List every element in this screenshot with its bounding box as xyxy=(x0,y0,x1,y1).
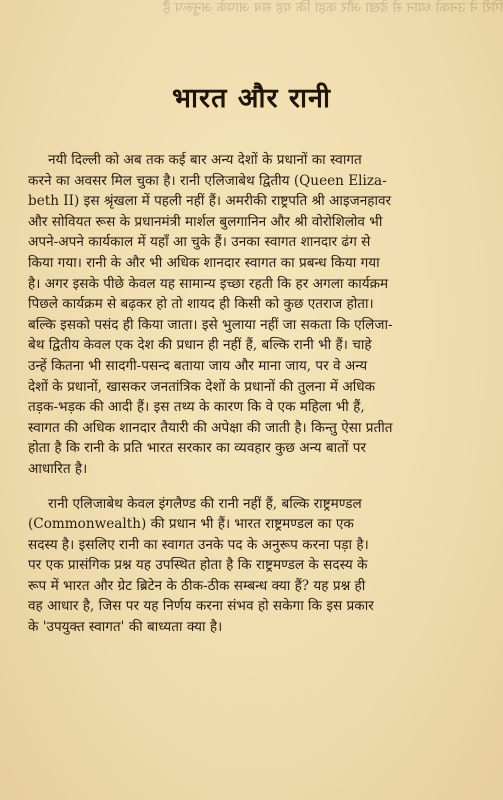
text-line: नयी दिल्ली को अब तक कई बार अन्य देशों के प्रधानों का स्वागत xyxy=(48,152,362,168)
text-line: देशों के प्रधानों, खासकर जनतांत्रिक देशों के प्रधानों की तुलना में अधिक xyxy=(28,378,376,395)
text-line: आधारित है। xyxy=(28,460,88,477)
chapter-title: भारत और रानी xyxy=(172,83,331,114)
text-line: होता है कि रानी के प्रति भारत सरकार का व्यवहार कुछ अन्य बातों पर xyxy=(28,440,367,457)
text-line: उन्हें कितना भी सादगी-पसन्द बताया जाय और माना जाय, पर वे अन्य xyxy=(28,357,368,374)
text-line: स्वागत की अधिक शानदार तैयारी की अपेक्षा की जाती है। किन्तु ऐसा प्रतीत xyxy=(28,419,393,436)
text-line: तड़क-भड़क की आदी हैं। इस तथ्य के कारण कि वे एक महिला भी हैं, xyxy=(28,399,365,416)
text-line: पिछले कार्यक्रम से बढ़कर हो तो शायद ही किसी को कुछ एतराज होता। xyxy=(28,296,374,313)
paragraph-1 xyxy=(28,150,494,480)
text-line: रानी एलिजाबेथ केवल इंगलैण्ड की रानी नहीं हैं, बल्कि राष्ट्रमण्डल xyxy=(48,495,362,512)
text-line: पर एक प्रासंगिक प्रश्न यह उपस्थित होता है कि राष्ट्रमण्डल के सदस्य के xyxy=(28,557,368,574)
text-line: अपने-अपने कार्यकाल में यहाँ आ चुके हैं। उनका स्वागत शानदार ढंग से xyxy=(28,234,371,251)
text-line: (Commonwealth) की प्रधान भी हैं। भारत राष्ट्रमण्डल का एक xyxy=(28,516,354,533)
text-line: और सोवियत रूस के प्रधानमंत्री मार्शल बुलगानिन और श्री वोरोशिलोव भी xyxy=(28,213,383,230)
text-line: beth II) इस श्रृंखला में पहली नहीं हैं। अमरीकी राष्ट्रपति श्री आइजनहावर xyxy=(28,193,392,210)
text-line: करने का अवसर मिल चुका है। रानी एलिजाबेथ द्वितीय (Queen Eliza- xyxy=(28,172,387,189)
text-line: बेथ द्वितीय केवल एक देश की प्रधान ही नहीं हैं, बल्कि रानी भी हैं। चाहे xyxy=(28,337,372,354)
text-line: सदस्य है। इसलिए रानी का स्वागत उनके पद के अनुरूप करना पड़ा है। xyxy=(28,536,369,553)
text-line: के 'उपयुक्त स्वागत' की बाध्यता क्या है। xyxy=(28,619,223,636)
text-line: है। अगर इसके पीछे केवल यह सामान्य इच्छा रहती कि हर अगला कार्यक्रम xyxy=(28,275,389,292)
text-line: वह आधार है, जिस पर यह निर्णय करना संभव हो सकेगा कि इस प्रकार xyxy=(28,598,374,615)
bleed-through-text: गिरी ने उनको ध्यान से देखा और कहा कि यह सब आपके अनुरूप है xyxy=(162,0,503,16)
text-line: किया गया। रानी के और भी अधिक शानदार स्वागत का प्रबन्ध किया गया xyxy=(28,254,380,271)
text-line: बल्कि इसको पसंद ही किया जाता। इसे भुलाया नहीं जा सकता कि एलिजा- xyxy=(28,316,393,333)
text-line: रूप में भारत और ग्रेट ब्रिटेन के ठीक-ठीक सम्बन्ध क्या हैं? यह प्रश्न ही xyxy=(28,577,366,594)
body-text xyxy=(28,150,494,638)
paragraph-2 xyxy=(28,494,494,638)
